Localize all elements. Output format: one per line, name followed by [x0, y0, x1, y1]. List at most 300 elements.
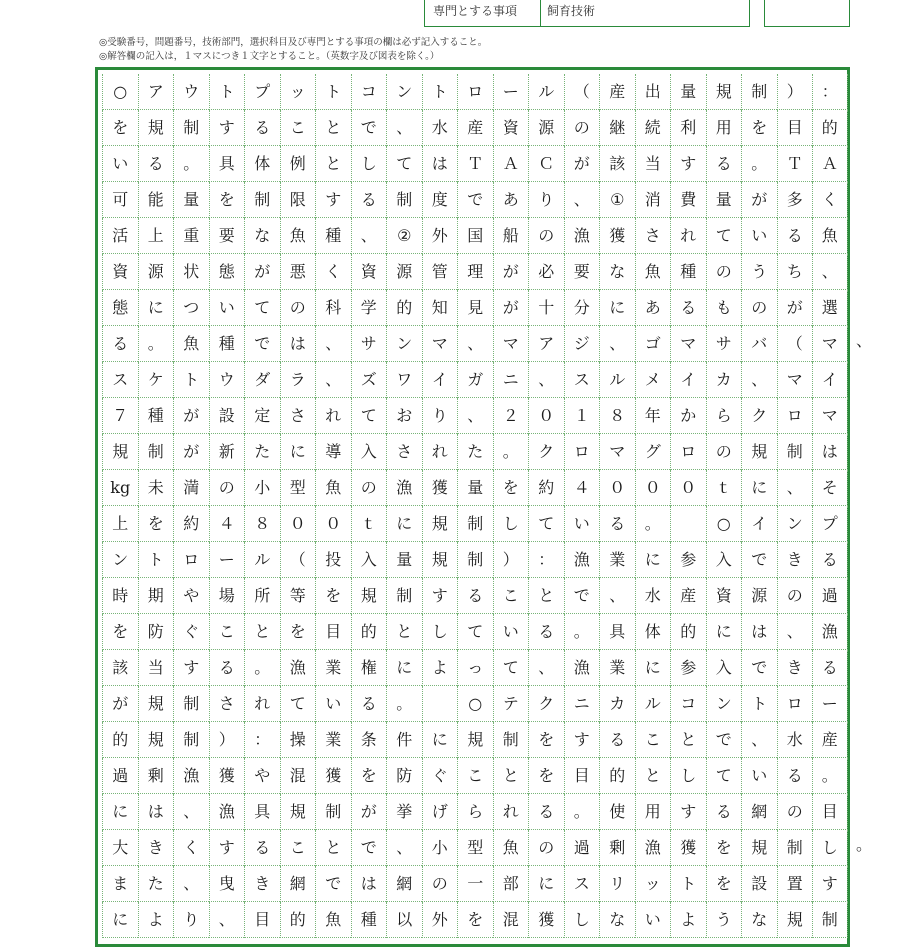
- grid-cell[interactable]: ト: [741, 686, 777, 722]
- grid-cell[interactable]: 場: [209, 578, 245, 614]
- grid-cell[interactable]: 源: [741, 578, 777, 614]
- grid-cell[interactable]: 量: [670, 74, 706, 110]
- grid-cell[interactable]: プ: [244, 74, 280, 110]
- grid-cell[interactable]: が: [102, 686, 138, 722]
- grid-cell[interactable]: 用: [635, 794, 671, 830]
- grid-cell[interactable]: 活: [102, 218, 138, 254]
- grid-cell[interactable]: に: [138, 290, 174, 326]
- grid-cell[interactable]: に: [635, 542, 671, 578]
- grid-cell[interactable]: る: [351, 182, 387, 218]
- grid-cell[interactable]: 体: [635, 614, 671, 650]
- grid-cell[interactable]: 量: [173, 182, 209, 218]
- grid-cell[interactable]: 以: [386, 902, 422, 938]
- grid-cell[interactable]: ０: [528, 398, 564, 434]
- grid-cell[interactable]: テ: [493, 686, 529, 722]
- grid-cell[interactable]: 。: [635, 506, 671, 542]
- grid-cell[interactable]: き: [244, 866, 280, 902]
- grid-cell[interactable]: カ: [706, 362, 742, 398]
- grid-cell[interactable]: て: [706, 758, 742, 794]
- grid-cell[interactable]: っ: [457, 650, 493, 686]
- grid-cell[interactable]: の: [280, 290, 316, 326]
- grid-cell[interactable]: 体: [244, 146, 280, 182]
- grid-cell[interactable]: ク: [528, 434, 564, 470]
- grid-cell[interactable]: ン: [386, 74, 422, 110]
- grid-cell[interactable]: 上: [138, 218, 174, 254]
- grid-cell[interactable]: 権: [351, 650, 387, 686]
- grid-cell[interactable]: ト: [670, 866, 706, 902]
- grid-cell[interactable]: り: [422, 398, 458, 434]
- grid-cell[interactable]: に: [422, 722, 458, 758]
- grid-cell[interactable]: 約: [528, 470, 564, 506]
- grid-cell[interactable]: 量: [386, 542, 422, 578]
- grid-cell[interactable]: る: [528, 614, 564, 650]
- grid-cell[interactable]: で: [564, 578, 600, 614]
- grid-cell[interactable]: 規: [777, 902, 813, 938]
- grid-cell[interactable]: た: [138, 866, 174, 902]
- grid-cell[interactable]: 該: [599, 146, 635, 182]
- grid-cell[interactable]: ー: [493, 74, 529, 110]
- grid-cell[interactable]: す: [209, 830, 245, 866]
- grid-cell[interactable]: 的: [102, 722, 138, 758]
- grid-cell[interactable]: 水: [635, 578, 671, 614]
- grid-cell[interactable]: 度: [422, 182, 458, 218]
- grid-cell[interactable]: に: [386, 650, 422, 686]
- grid-cell[interactable]: で: [351, 110, 387, 146]
- grid-cell[interactable]: よ: [138, 902, 174, 938]
- grid-cell[interactable]: 産: [599, 74, 635, 110]
- grid-cell[interactable]: 漁: [209, 794, 245, 830]
- grid-cell[interactable]: に: [102, 902, 138, 938]
- grid-cell[interactable]: 具: [209, 146, 245, 182]
- grid-cell[interactable]: で: [741, 542, 777, 578]
- grid-cell[interactable]: マ: [670, 326, 706, 362]
- grid-cell[interactable]: ０: [670, 470, 706, 506]
- grid-cell[interactable]: 制: [386, 578, 422, 614]
- grid-cell[interactable]: を: [280, 614, 316, 650]
- grid-cell[interactable]: て: [457, 614, 493, 650]
- grid-cell[interactable]: 続: [635, 110, 671, 146]
- grid-cell[interactable]: 過: [812, 578, 848, 614]
- grid-cell[interactable]: イ: [741, 506, 777, 542]
- grid-cell[interactable]: と: [635, 758, 671, 794]
- grid-cell[interactable]: 漁: [386, 470, 422, 506]
- grid-cell[interactable]: つ: [173, 290, 209, 326]
- grid-cell[interactable]: て: [706, 218, 742, 254]
- grid-cell[interactable]: 。: [244, 650, 280, 686]
- grid-cell[interactable]: が: [564, 146, 600, 182]
- grid-cell[interactable]: 使: [599, 794, 635, 830]
- grid-cell[interactable]: 業: [599, 650, 635, 686]
- grid-cell[interactable]: ロ: [777, 398, 813, 434]
- grid-cell[interactable]: ロ: [173, 542, 209, 578]
- grid-cell[interactable]: 種: [351, 902, 387, 938]
- grid-cell[interactable]: 重: [173, 218, 209, 254]
- grid-cell[interactable]: 設: [209, 398, 245, 434]
- grid-cell[interactable]: ス: [564, 866, 600, 902]
- grid-cell[interactable]: （: [280, 542, 316, 578]
- grid-cell[interactable]: が: [173, 398, 209, 434]
- grid-cell[interactable]: ２: [493, 398, 529, 434]
- grid-cell[interactable]: ン: [102, 542, 138, 578]
- grid-cell[interactable]: よ: [670, 902, 706, 938]
- grid-cell[interactable]: い: [102, 146, 138, 182]
- grid-cell[interactable]: ク: [741, 398, 777, 434]
- grid-cell[interactable]: く: [315, 254, 351, 290]
- grid-cell[interactable]: ニ: [564, 686, 600, 722]
- grid-cell[interactable]: 的: [386, 290, 422, 326]
- grid-cell[interactable]: す: [422, 578, 458, 614]
- grid-cell[interactable]: 過: [102, 758, 138, 794]
- grid-cell[interactable]: 過: [564, 830, 600, 866]
- grid-cell[interactable]: 獲: [670, 830, 706, 866]
- grid-cell[interactable]: 防: [138, 614, 174, 650]
- grid-cell[interactable]: で: [706, 722, 742, 758]
- grid-cell[interactable]: 産: [670, 578, 706, 614]
- grid-cell[interactable]: 新: [209, 434, 245, 470]
- grid-cell[interactable]: 目: [244, 902, 280, 938]
- grid-cell[interactable]: れ: [493, 794, 529, 830]
- grid-cell[interactable]: 種: [138, 398, 174, 434]
- grid-cell[interactable]: と: [670, 722, 706, 758]
- grid-cell[interactable]: に: [741, 470, 777, 506]
- grid-cell[interactable]: 産: [812, 722, 848, 758]
- grid-cell[interactable]: さ: [386, 434, 422, 470]
- grid-cell[interactable]: 小: [244, 470, 280, 506]
- grid-cell[interactable]: り: [173, 902, 209, 938]
- grid-cell[interactable]: と: [315, 110, 351, 146]
- grid-cell[interactable]: 入: [351, 434, 387, 470]
- grid-cell[interactable]: Ｃ: [528, 146, 564, 182]
- grid-cell[interactable]: ０: [280, 506, 316, 542]
- grid-cell[interactable]: 漁: [564, 650, 600, 686]
- grid-cell[interactable]: て: [386, 146, 422, 182]
- grid-cell[interactable]: こ: [280, 110, 316, 146]
- grid-cell[interactable]: 当: [635, 146, 671, 182]
- grid-cell[interactable]: ダ: [244, 362, 280, 398]
- grid-cell[interactable]: ｔ: [706, 470, 742, 506]
- grid-cell[interactable]: 当: [138, 650, 174, 686]
- grid-cell[interactable]: 。: [812, 758, 848, 794]
- grid-cell[interactable]: ○: [102, 74, 138, 110]
- grid-cell[interactable]: に: [635, 650, 671, 686]
- grid-cell[interactable]: と: [244, 614, 280, 650]
- grid-cell[interactable]: が: [493, 290, 529, 326]
- grid-cell[interactable]: ス: [564, 362, 600, 398]
- grid-cell[interactable]: 時: [102, 578, 138, 614]
- grid-cell[interactable]: を: [706, 866, 742, 902]
- grid-cell[interactable]: 、: [777, 614, 813, 650]
- grid-cell[interactable]: ７: [102, 398, 138, 434]
- grid-cell[interactable]: 獲: [528, 902, 564, 938]
- grid-cell[interactable]: 十: [528, 290, 564, 326]
- grid-cell[interactable]: 管: [422, 254, 458, 290]
- grid-cell[interactable]: な: [599, 902, 635, 938]
- grid-cell[interactable]: 選: [812, 290, 848, 326]
- grid-cell[interactable]: ケ: [138, 362, 174, 398]
- grid-cell[interactable]: 一: [457, 866, 493, 902]
- grid-cell[interactable]: 型: [457, 830, 493, 866]
- grid-cell[interactable]: い: [741, 218, 777, 254]
- grid-cell[interactable]: （: [564, 74, 600, 110]
- grid-cell[interactable]: し: [812, 830, 848, 866]
- grid-cell[interactable]: ８: [599, 398, 635, 434]
- grid-cell[interactable]: て: [493, 650, 529, 686]
- grid-cell[interactable]: 漁: [635, 830, 671, 866]
- grid-cell[interactable]: 、: [599, 578, 635, 614]
- grid-cell[interactable]: で: [244, 326, 280, 362]
- grid-cell[interactable]: を: [315, 578, 351, 614]
- grid-cell[interactable]: 規: [741, 434, 777, 470]
- grid-cell[interactable]: 、: [777, 470, 813, 506]
- grid-cell[interactable]: た: [457, 434, 493, 470]
- grid-cell[interactable]: で: [457, 182, 493, 218]
- grid-cell[interactable]: 用: [706, 110, 742, 146]
- grid-cell[interactable]: イ: [812, 362, 848, 398]
- grid-cell[interactable]: 的: [670, 614, 706, 650]
- grid-cell[interactable]: ト: [173, 362, 209, 398]
- grid-cell[interactable]: ：: [812, 74, 848, 110]
- grid-cell[interactable]: ガ: [457, 362, 493, 398]
- grid-cell[interactable]: ０: [635, 470, 671, 506]
- grid-cell[interactable]: 漁: [564, 542, 600, 578]
- grid-cell[interactable]: る: [528, 794, 564, 830]
- grid-cell[interactable]: を: [102, 614, 138, 650]
- grid-cell[interactable]: き: [777, 542, 813, 578]
- grid-cell[interactable]: ト: [315, 74, 351, 110]
- grid-cell[interactable]: 量: [457, 470, 493, 506]
- grid-cell[interactable]: ッ: [635, 866, 671, 902]
- grid-cell[interactable]: 操: [280, 722, 316, 758]
- grid-cell[interactable]: 態: [102, 290, 138, 326]
- grid-cell[interactable]: う: [741, 254, 777, 290]
- grid-cell[interactable]: ウ: [209, 362, 245, 398]
- grid-cell[interactable]: 源: [138, 254, 174, 290]
- grid-cell[interactable]: ト: [209, 74, 245, 110]
- grid-cell[interactable]: 満: [173, 470, 209, 506]
- grid-cell[interactable]: 型: [280, 470, 316, 506]
- grid-cell[interactable]: れ: [315, 398, 351, 434]
- grid-cell[interactable]: 資: [493, 110, 529, 146]
- grid-cell[interactable]: ー: [812, 686, 848, 722]
- grid-cell[interactable]: サ: [351, 326, 387, 362]
- grid-cell[interactable]: 水: [777, 722, 813, 758]
- grid-cell[interactable]: ロ: [457, 74, 493, 110]
- grid-cell[interactable]: 入: [351, 542, 387, 578]
- grid-cell[interactable]: 該: [102, 650, 138, 686]
- grid-cell[interactable]: す: [564, 722, 600, 758]
- grid-cell[interactable]: は: [351, 866, 387, 902]
- grid-cell[interactable]: 参: [670, 650, 706, 686]
- grid-cell[interactable]: 獲: [599, 218, 635, 254]
- grid-cell[interactable]: し: [351, 146, 387, 182]
- grid-cell[interactable]: 剰: [138, 758, 174, 794]
- grid-cell[interactable]: が: [244, 254, 280, 290]
- grid-cell[interactable]: の: [706, 434, 742, 470]
- grid-cell[interactable]: 規: [138, 110, 174, 146]
- grid-cell[interactable]: が: [173, 434, 209, 470]
- grid-cell[interactable]: 制: [741, 74, 777, 110]
- grid-cell[interactable]: を: [102, 110, 138, 146]
- grid-cell[interactable]: 目: [812, 794, 848, 830]
- grid-cell[interactable]: 混: [280, 758, 316, 794]
- grid-cell[interactable]: 導: [315, 434, 351, 470]
- grid-cell[interactable]: の: [741, 290, 777, 326]
- grid-cell[interactable]: 、: [315, 362, 351, 398]
- grid-cell[interactable]: 具: [599, 614, 635, 650]
- grid-cell[interactable]: 部: [493, 866, 529, 902]
- grid-cell[interactable]: 能: [138, 182, 174, 218]
- grid-cell[interactable]: 漁: [564, 218, 600, 254]
- grid-cell[interactable]: に: [599, 290, 635, 326]
- grid-cell[interactable]: が: [777, 290, 813, 326]
- grid-cell[interactable]: や: [244, 758, 280, 794]
- grid-cell[interactable]: 入: [706, 542, 742, 578]
- grid-cell[interactable]: 目: [777, 110, 813, 146]
- grid-cell[interactable]: ：: [244, 722, 280, 758]
- grid-cell[interactable]: の: [528, 830, 564, 866]
- grid-cell[interactable]: ら: [457, 794, 493, 830]
- grid-cell[interactable]: 、: [386, 830, 422, 866]
- grid-cell[interactable]: ル: [635, 686, 671, 722]
- grid-cell[interactable]: [422, 686, 458, 722]
- grid-cell[interactable]: バ: [741, 326, 777, 362]
- grid-cell[interactable]: き: [777, 650, 813, 686]
- grid-cell[interactable]: る: [706, 146, 742, 182]
- grid-cell[interactable]: 、: [386, 110, 422, 146]
- specialty-value[interactable]: 飼育技術: [547, 4, 596, 18]
- grid-cell[interactable]: 悪: [280, 254, 316, 290]
- grid-cell[interactable]: １: [564, 398, 600, 434]
- grid-cell[interactable]: ラ: [280, 362, 316, 398]
- grid-cell[interactable]: る: [812, 542, 848, 578]
- grid-cell[interactable]: 目: [315, 614, 351, 650]
- grid-cell[interactable]: ロ: [777, 686, 813, 722]
- grid-cell[interactable]: 置: [777, 866, 813, 902]
- grid-cell[interactable]: イ: [670, 362, 706, 398]
- grid-cell[interactable]: を: [138, 506, 174, 542]
- grid-cell[interactable]: を: [457, 902, 493, 938]
- grid-cell[interactable]: 大: [102, 830, 138, 866]
- grid-cell[interactable]: の: [528, 218, 564, 254]
- grid-cell[interactable]: 、: [741, 722, 777, 758]
- grid-cell[interactable]: 態: [209, 254, 245, 290]
- grid-cell[interactable]: 資: [706, 578, 742, 614]
- grid-cell[interactable]: て: [280, 686, 316, 722]
- grid-cell[interactable]: プ: [812, 506, 848, 542]
- grid-cell[interactable]: は: [138, 794, 174, 830]
- grid-cell[interactable]: そ: [812, 470, 848, 506]
- grid-cell[interactable]: り: [528, 182, 564, 218]
- grid-cell[interactable]: さ: [280, 398, 316, 434]
- grid-cell[interactable]: な: [599, 254, 635, 290]
- grid-cell[interactable]: 国: [457, 218, 493, 254]
- grid-cell[interactable]: 制: [315, 794, 351, 830]
- grid-cell[interactable]: を: [493, 470, 529, 506]
- grid-cell[interactable]: て: [528, 506, 564, 542]
- grid-cell[interactable]: 分: [564, 290, 600, 326]
- grid-cell[interactable]: が: [493, 254, 529, 290]
- grid-cell[interactable]: と: [315, 830, 351, 866]
- grid-cell[interactable]: に: [706, 614, 742, 650]
- grid-cell[interactable]: し: [422, 614, 458, 650]
- grid-cell[interactable]: げ: [422, 794, 458, 830]
- grid-cell[interactable]: る: [102, 326, 138, 362]
- grid-cell[interactable]: は: [812, 434, 848, 470]
- grid-cell[interactable]: 上: [102, 506, 138, 542]
- grid-cell[interactable]: な: [244, 218, 280, 254]
- grid-cell[interactable]: 小: [422, 830, 458, 866]
- grid-cell[interactable]: の: [564, 110, 600, 146]
- grid-cell[interactable]: に: [386, 506, 422, 542]
- grid-cell[interactable]: る: [706, 794, 742, 830]
- grid-cell[interactable]: す: [670, 794, 706, 830]
- grid-cell[interactable]: 制: [493, 722, 529, 758]
- grid-cell[interactable]: を: [706, 830, 742, 866]
- grid-cell[interactable]: 。: [138, 326, 174, 362]
- grid-cell[interactable]: を: [528, 758, 564, 794]
- grid-cell[interactable]: 制: [812, 902, 848, 938]
- grid-cell[interactable]: よ: [422, 650, 458, 686]
- grid-cell[interactable]: 要: [564, 254, 600, 290]
- grid-cell[interactable]: る: [244, 110, 280, 146]
- grid-cell[interactable]: 、: [209, 902, 245, 938]
- grid-cell[interactable]: こ: [635, 722, 671, 758]
- grid-cell[interactable]: る: [209, 650, 245, 686]
- grid-cell[interactable]: が: [741, 182, 777, 218]
- grid-cell[interactable]: で: [741, 650, 777, 686]
- grid-cell[interactable]: 源: [528, 110, 564, 146]
- grid-cell[interactable]: ）: [209, 722, 245, 758]
- grid-cell[interactable]: ン: [706, 686, 742, 722]
- grid-cell[interactable]: ら: [706, 398, 742, 434]
- grid-cell[interactable]: る: [812, 650, 848, 686]
- grid-cell[interactable]: に: [528, 866, 564, 902]
- grid-cell[interactable]: る: [599, 506, 635, 542]
- grid-cell[interactable]: 魚: [173, 326, 209, 362]
- grid-cell[interactable]: 制: [138, 434, 174, 470]
- grid-cell[interactable]: 的: [351, 614, 387, 650]
- grid-cell[interactable]: （: [777, 326, 813, 362]
- grid-cell[interactable]: く: [812, 182, 848, 218]
- grid-cell[interactable]: 規: [351, 578, 387, 614]
- grid-cell[interactable]: 制: [244, 182, 280, 218]
- grid-cell[interactable]: ま: [102, 866, 138, 902]
- grid-cell[interactable]: い: [209, 290, 245, 326]
- grid-cell[interactable]: こ: [280, 830, 316, 866]
- grid-cell[interactable]: く: [173, 830, 209, 866]
- grid-cell[interactable]: ズ: [351, 362, 387, 398]
- grid-cell[interactable]: 投: [315, 542, 351, 578]
- grid-cell[interactable]: こ: [457, 758, 493, 794]
- grid-cell[interactable]: ②: [386, 218, 422, 254]
- grid-cell[interactable]: の: [422, 866, 458, 902]
- grid-cell[interactable]: マ: [422, 326, 458, 362]
- grid-cell[interactable]: 規: [280, 794, 316, 830]
- grid-cell[interactable]: ぐ: [422, 758, 458, 794]
- grid-cell[interactable]: お: [386, 398, 422, 434]
- grid-cell[interactable]: 規: [422, 506, 458, 542]
- grid-cell[interactable]: 的: [280, 902, 316, 938]
- grid-cell[interactable]: 、: [457, 326, 493, 362]
- grid-cell[interactable]: 規: [706, 74, 742, 110]
- grid-cell[interactable]: す: [670, 146, 706, 182]
- grid-cell[interactable]: [670, 506, 706, 542]
- grid-cell[interactable]: 具: [244, 794, 280, 830]
- grid-cell[interactable]: 消: [635, 182, 671, 218]
- grid-cell[interactable]: と: [528, 578, 564, 614]
- grid-cell[interactable]: 制: [386, 182, 422, 218]
- grid-cell[interactable]: マ: [812, 398, 848, 434]
